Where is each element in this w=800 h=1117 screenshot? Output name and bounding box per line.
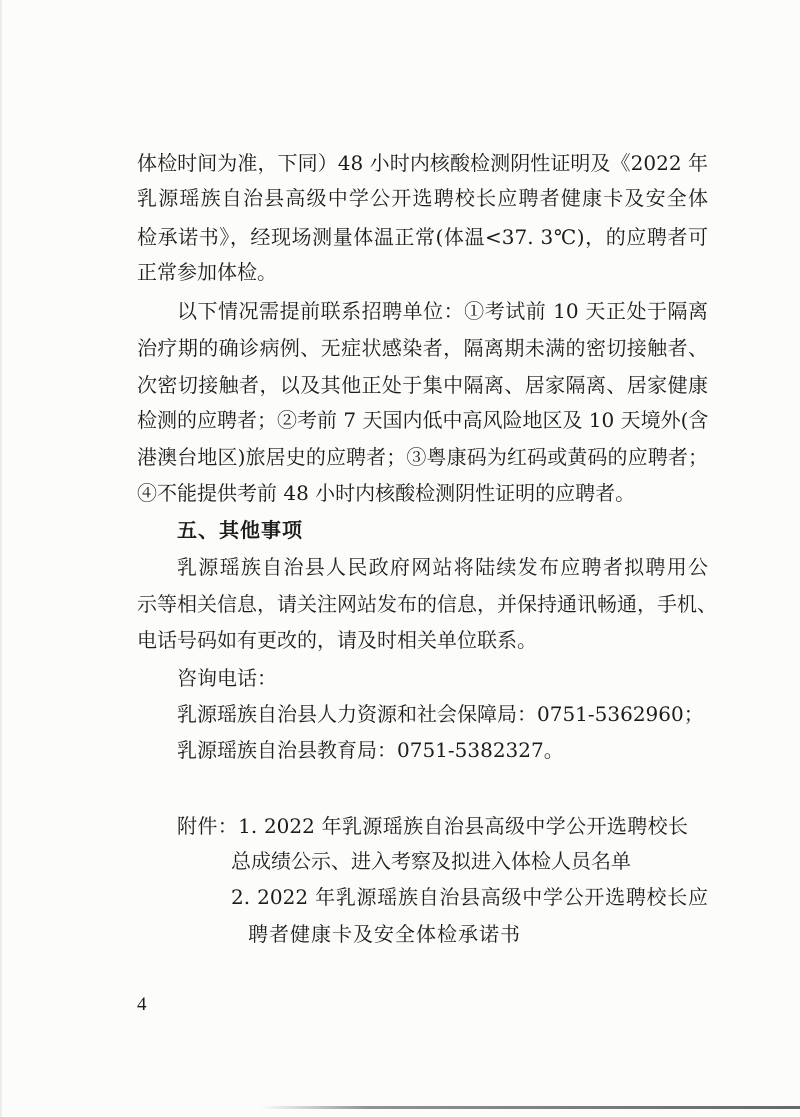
p2-line-3: 次密切接触者，以及其他正处于集中隔离、居家隔离、居家健康 <box>137 373 708 397</box>
attachment-line-3: 2. 2022 年乳源瑶族自治县高级中学公开选聘校长应 <box>231 885 708 909</box>
scan-edge-left <box>0 0 2 1117</box>
page-number: 4 <box>137 994 147 1015</box>
p1-line-4: 正常参加体检。 <box>137 260 277 284</box>
p3-line-2: 示等相关信息，请关注网站发布的信息，并保持通讯畅通，手机、 <box>137 592 717 616</box>
scan-edge-bottom <box>260 1106 800 1109</box>
p2-line-4: 检测的应聘者；②考前 7 天国内低中高风险地区及 10 天境外(含 <box>137 408 709 432</box>
attachment-line-1: 附件：1. 2022 年乳源瑶族自治县高级中学公开选聘校长 <box>177 814 688 838</box>
attachment-line-2: 总成绩公示、进入考察及拟进入体检人员名单 <box>231 849 631 873</box>
p2-line-5: 港澳台地区)旅居史的应聘者；③粤康码为红码或黄码的应聘者； <box>137 445 708 469</box>
p3-line-1: 乳源瑶族自治县人民政府网站将陆续发布应聘者拟聘用公 <box>177 555 708 579</box>
p3-line-3: 电话号码如有更改的，请及时相关单位联系。 <box>137 628 537 652</box>
consult-education-bureau: 乳源瑶族自治县教育局：0751-5382327。 <box>177 738 564 762</box>
p2-line-1: 以下情况需提前联系招聘单位：①考试前 10 天正处于隔离 <box>177 299 708 323</box>
consult-hr-bureau: 乳源瑶族自治县人力资源和社会保障局：0751-5362960； <box>177 702 704 726</box>
p2-line-2: 治疗期的确诊病例、无症状感染者，隔离期未满的密切接触者、 <box>137 336 708 360</box>
consult-label: 咨询电话： <box>177 666 277 690</box>
p2-line-6: ④不能提供考前 48 小时内核酸检测阴性证明的应聘者。 <box>137 481 636 505</box>
p1-line-1: 体检时间为准，下同）48 小时内核酸检测阴性证明及《2022 年 <box>137 151 708 175</box>
attachment-line-4: 聘者健康卡及安全体检承诺书 <box>248 922 521 946</box>
section-heading-other-matters: 五、其他事项 <box>177 518 303 542</box>
p1-line-3: 检承诺书》，经现场测量体温正常(体温<37. 3℃)，的应聘者可 <box>137 225 708 249</box>
p1-line-2: 乳源瑶族自治县高级中学公开选聘校长应聘者健康卡及安全体 <box>137 186 708 210</box>
